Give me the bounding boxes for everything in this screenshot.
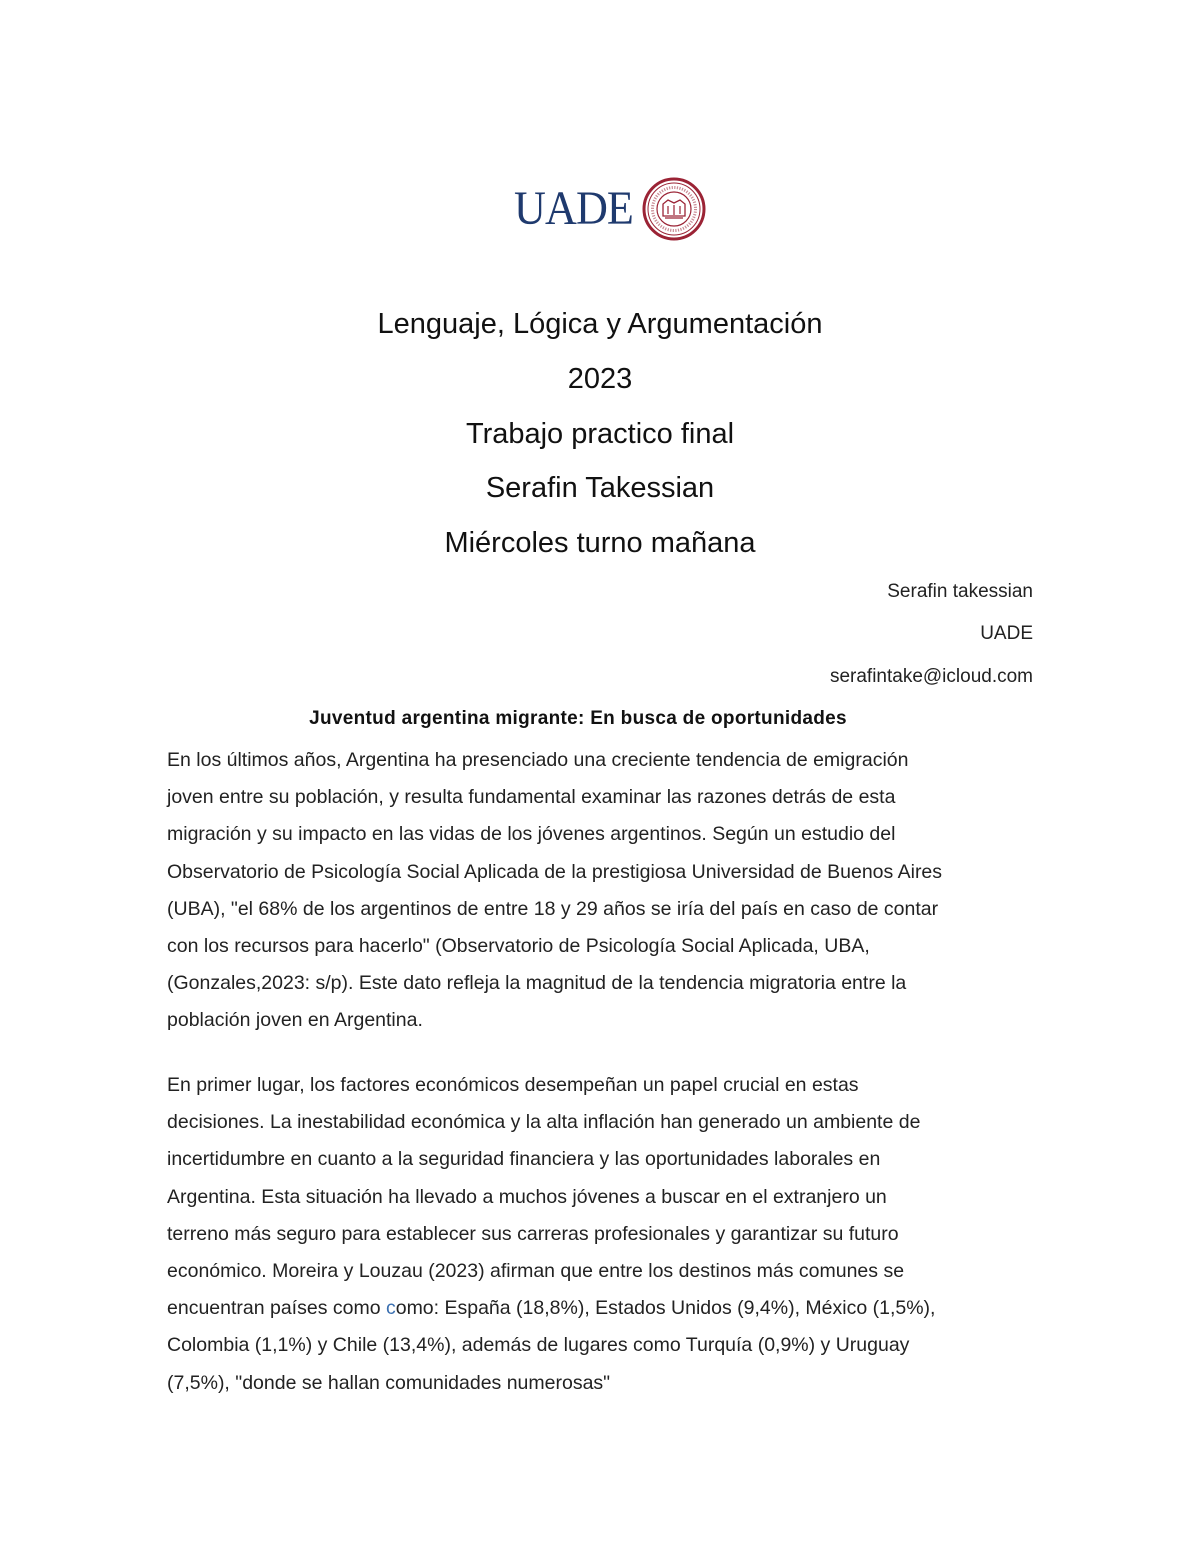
assignment-title: Trabajo practico final bbox=[465, 418, 735, 450]
course-year: 2023 bbox=[567, 363, 633, 395]
author-name: Serafin takessian bbox=[887, 581, 1033, 602]
paragraph-2-text-end: omo: España (18,8%), Estados Unidos (9,4%), México (1,5%), Colombia (1,1%) y Chile (13,4%), además de lugares como Turquía (0,9%) y Uruguay (7,5%), "donde se hallan comunidades numerosas" bbox=[167, 1297, 936, 1394]
paragraph-2-text-start: En primer lugar, los factores económicos desempeñan un papel crucial en estas decisiones. La inestabilidad económica y la alta inflación han generado un ambiente de incertidumbre en cuanto a la seguridad financiera y las oportunidades laborales en Argentina. Esta situación ha llevado a muchos jóvenes a buscar en el extranjero un terreno más seguro para establecer sus carreras profesionales y garantizar su futuro económico. Moreira y Louzau (2023) afirman que entre los destinos más comunes se encuentran países como bbox=[167, 1074, 921, 1320]
university-seal-icon bbox=[641, 176, 707, 242]
essay-heading: Juventud argentina migrante: En busca de oportunidades bbox=[309, 708, 847, 729]
author-institution: UADE bbox=[980, 623, 1033, 644]
essay-paragraph-2 bbox=[167, 1067, 1047, 1402]
class-schedule: Miércoles turno mañana bbox=[444, 527, 756, 559]
essay-paragraph-1: En los últimos años, Argentina ha presenciado una creciente tendencia de emigración joven entre su población, y resulta fundamental examinar las razones detrás de esta migración y su impacto en las vidas de los jóvenes argentinos. Según un estudio del Observatorio de Psicología Social Aplicada de la prestigiosa Universidad de Buenos Aires (UBA), "el 68% de los argentinos de entre 18 y 29 años se iría del país en caso de contar con los recursos para hacerlo" (Observatorio de Psicología Social Aplicada, UBA, (Gonzales,2023: s/p). Este dato refleja la magnitud de la tendencia migratoria entre la población joven en Argentina. bbox=[167, 749, 943, 1032]
student-name: Serafin Takessian bbox=[485, 472, 715, 504]
author-email: serafintake@icloud.com bbox=[829, 666, 1033, 687]
course-title: Lenguaje, Lógica y Argumentación bbox=[377, 308, 823, 340]
uade-logo bbox=[514, 176, 714, 242]
logo-wordmark: UADE bbox=[514, 182, 633, 235]
highlighted-character: c bbox=[385, 1297, 396, 1320]
